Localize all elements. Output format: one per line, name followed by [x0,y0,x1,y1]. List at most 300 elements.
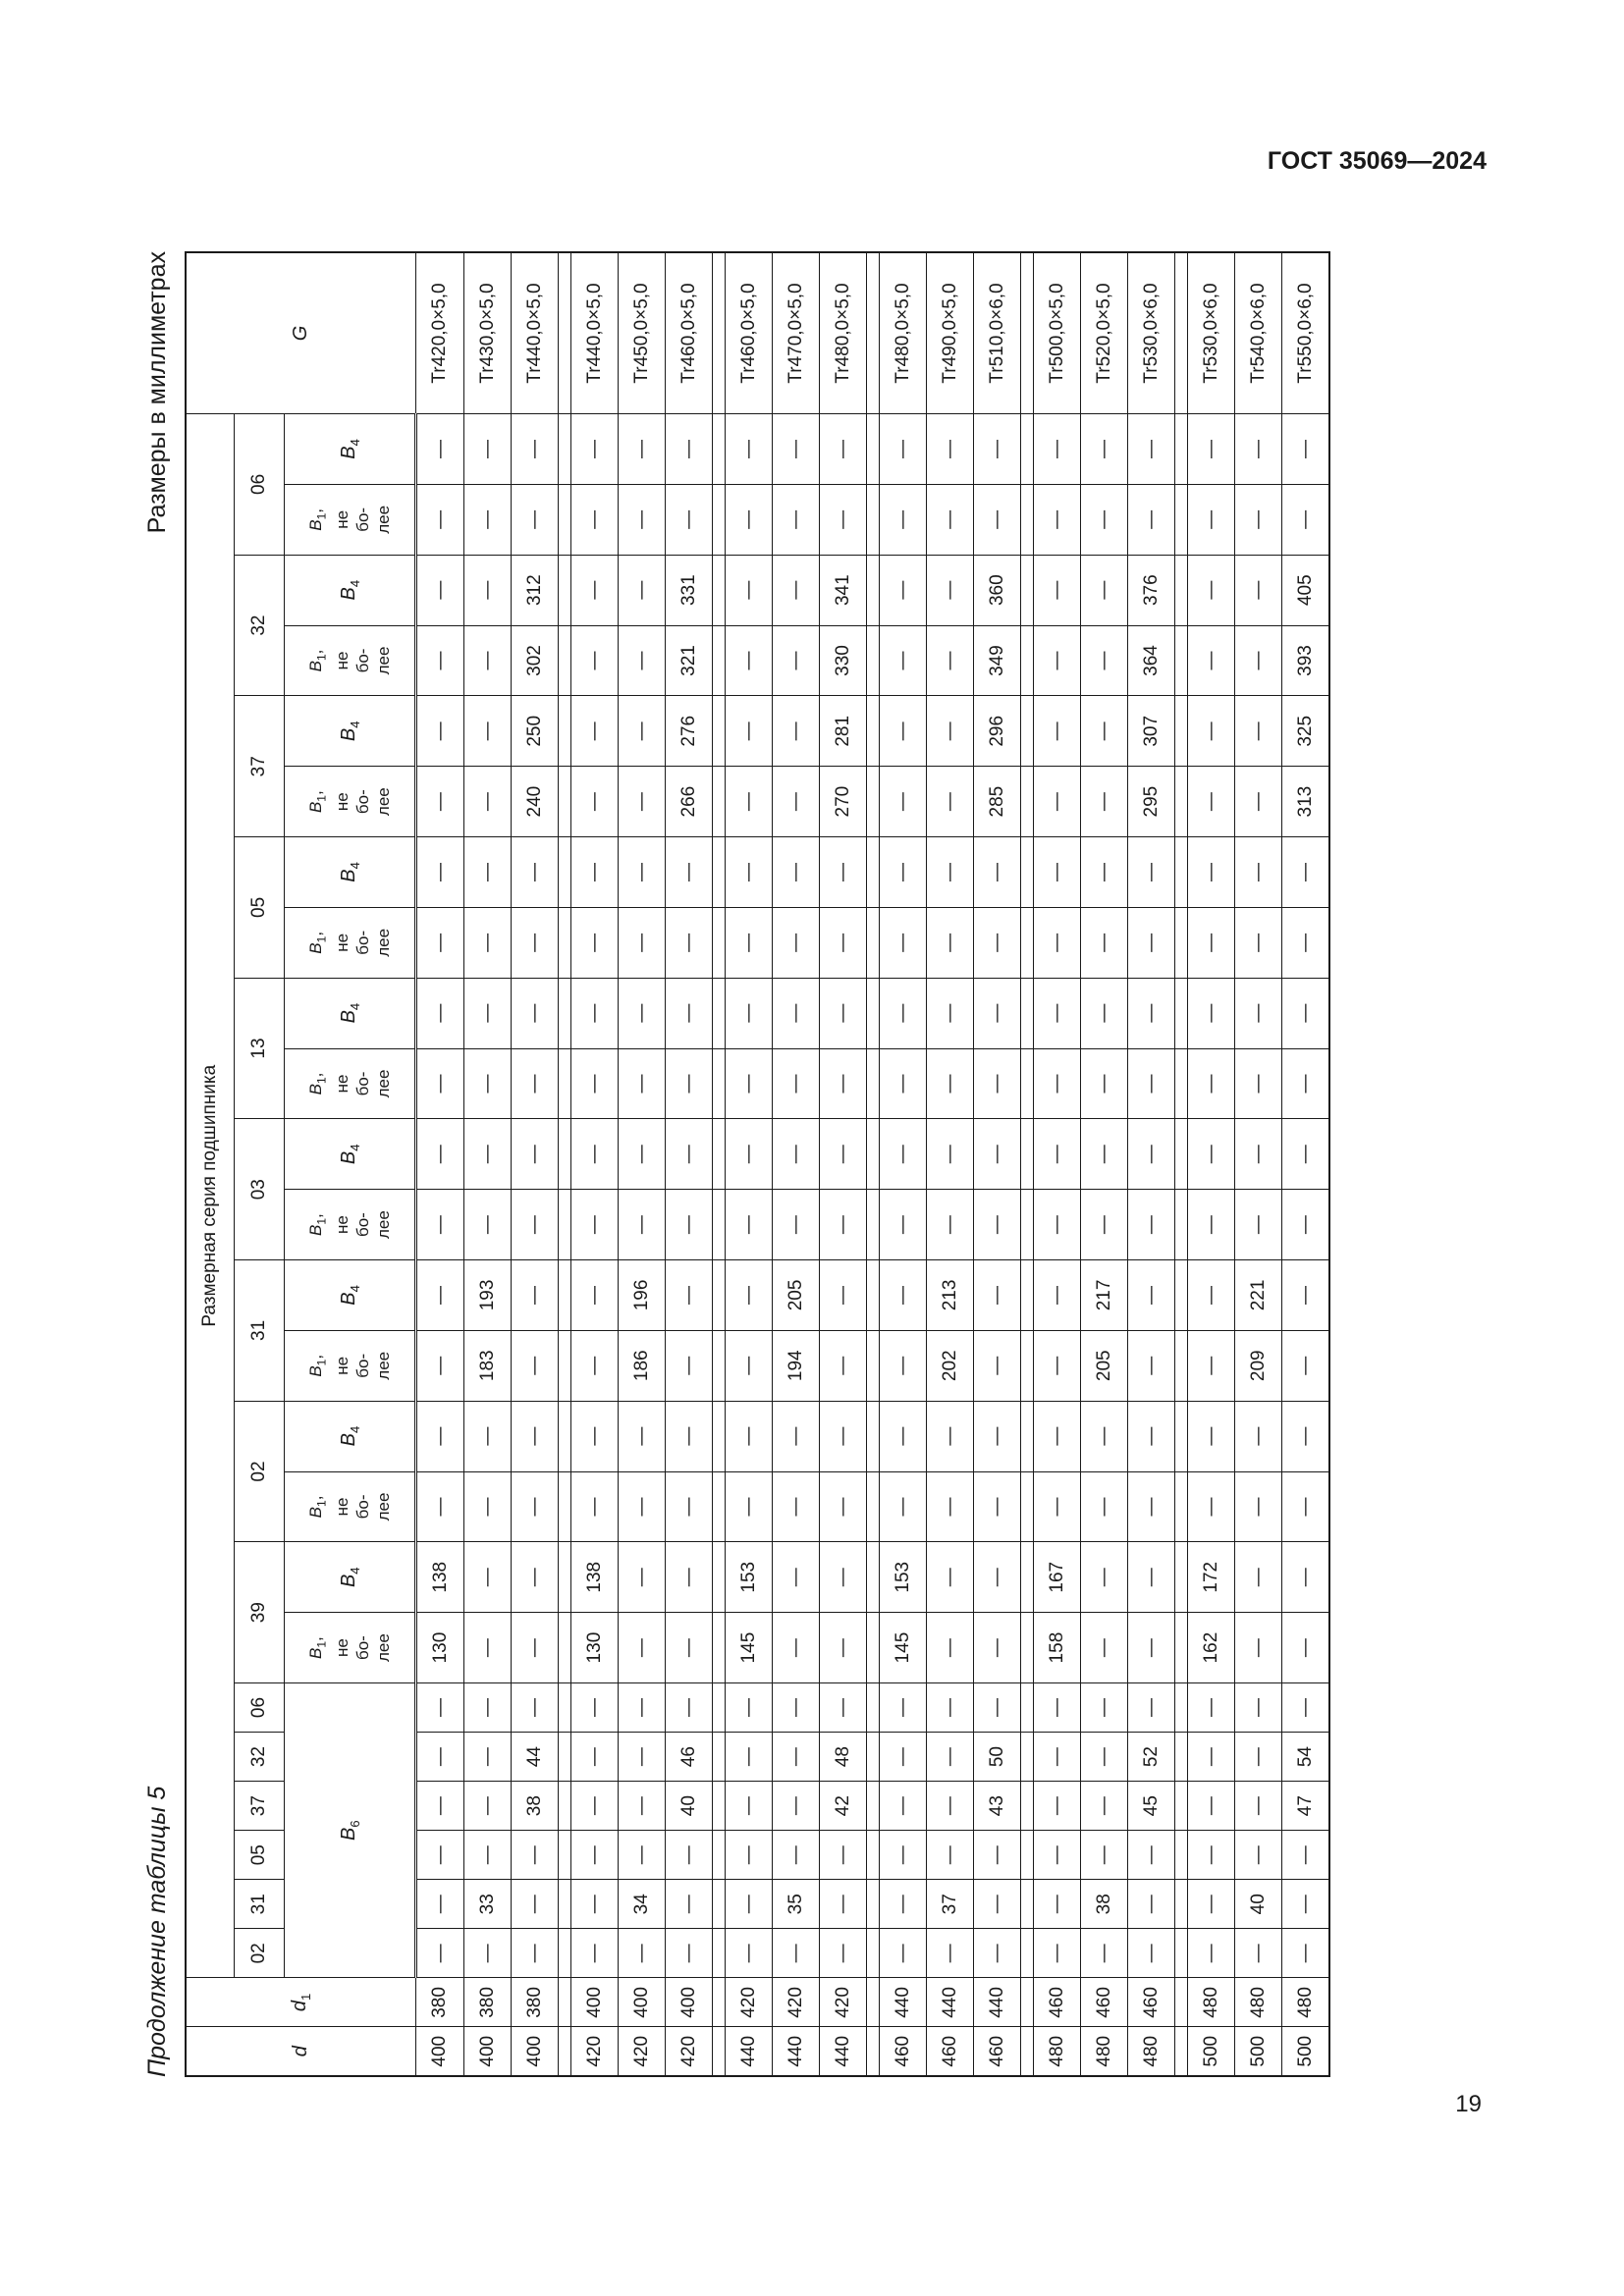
cell-d1: 480 [1235,1978,1282,2027]
spacer-cell [1175,837,1188,908]
spacer-cell [559,1471,571,1542]
cell-b4: — [773,555,820,625]
cell-b1: — [1188,907,1235,978]
spacer-cell [559,1119,571,1190]
cell-b4: — [974,978,1021,1048]
spacer-cell [1021,907,1034,978]
cell-b1: — [1128,1471,1175,1542]
cell-b6: — [1188,1831,1235,1880]
cell-thread-g: Tr460,0×5,0 [726,252,773,414]
spacer-cell [559,1929,571,1978]
cell-thread-g: Tr530,0×6,0 [1128,252,1175,414]
cell-b4: — [416,1401,464,1471]
cell-b6: — [1235,1929,1282,1978]
b6-series-label: 06 [235,1683,285,1733]
cell-b6: — [1034,1880,1081,1929]
cell-b1: — [726,1471,773,1542]
header-b1-max: $B_1$, не бо- лее [285,1048,416,1119]
cell-b1: — [880,907,927,978]
group-spacer [1175,252,1188,2076]
spacer-cell [1175,1683,1188,1733]
cell-b1: — [1128,1330,1175,1401]
cell-b1: — [974,1613,1021,1683]
cell-b6: — [726,1683,773,1733]
spacer-cell [867,1733,880,1782]
cell-b4: — [1081,1542,1128,1613]
cell-b4: — [726,555,773,625]
cell-b1: 202 [927,1330,974,1401]
cell-b4: 276 [666,696,713,767]
cell-b6: — [820,1880,867,1929]
cell-b6: — [1282,1683,1330,1733]
cell-b6: — [571,1782,619,1831]
spacer-cell [713,1048,726,1119]
cell-b1: — [1235,1613,1282,1683]
cell-b1: 266 [666,767,713,837]
cell-b4: — [1128,837,1175,908]
cell-b1: — [571,1190,619,1260]
spacer-cell [1021,252,1034,414]
cell-b6: 44 [512,1733,559,1782]
spacer-cell [1021,555,1034,625]
cell-b1: — [464,1048,512,1119]
spacer-cell [1175,1613,1188,1683]
cell-b6: — [416,1880,464,1929]
spacer-cell [559,978,571,1048]
cell-b4: 221 [1235,1260,1282,1331]
cell-b6: — [416,1782,464,1831]
cell-b4: — [927,414,974,485]
cell-b1: — [512,1613,559,1683]
header-b1-max: $B_1$, не бо- лее [285,767,416,837]
cell-thread-g: Tr440,0×5,0 [571,252,619,414]
cell-b4: — [927,1401,974,1471]
header-b1-max: $B_1$, не бо- лее [285,625,416,696]
cell-b1: — [1081,907,1128,978]
cell-thread-g: Tr540,0×6,0 [1235,252,1282,414]
spacer-cell [1021,1471,1034,1542]
cell-b6: — [1282,1831,1330,1880]
cell-thread-g: Tr440,0×5,0 [512,252,559,414]
cell-b1: — [1188,1330,1235,1401]
table-row [464,252,512,2076]
cell-b1: — [619,767,666,837]
cell-b4: — [619,696,666,767]
cell-b1: — [880,1330,927,1401]
spacer-cell [1021,837,1034,908]
cell-d1: 420 [726,1978,773,2027]
cell-b1: — [773,484,820,555]
b6-series-label: 37 [235,1782,285,1831]
cell-b4: 376 [1128,555,1175,625]
spacer-cell [1021,767,1034,837]
cell-b4: — [571,978,619,1048]
spacer-cell [867,837,880,908]
cell-b6: — [1128,1683,1175,1733]
cell-b6: — [1235,1782,1282,1831]
cell-b4: — [880,696,927,767]
spacer-cell [867,1260,880,1331]
spacer-cell [1175,252,1188,414]
cell-b6: — [726,1880,773,1929]
spacer-cell [867,1471,880,1542]
spacer-cell [1175,1978,1188,2027]
cell-b4: — [512,414,559,485]
cell-b1: — [974,907,1021,978]
group-spacer [867,252,880,2076]
cell-b4: — [880,555,927,625]
cell-b1: — [666,1048,713,1119]
cell-b1: — [820,907,867,978]
cell-b4: 217 [1081,1260,1128,1331]
cell-thread-g: Tr500,0×5,0 [1034,252,1081,414]
cell-b4: — [1081,978,1128,1048]
cell-b1: — [880,625,927,696]
header-b6: $B_6$ [285,1683,416,1978]
cell-b6: — [571,1831,619,1880]
spacer-cell [1175,1782,1188,1831]
spacer-cell [1021,1978,1034,2027]
cell-b1: 145 [726,1613,773,1683]
cell-b4: — [416,696,464,767]
cell-b6: 34 [619,1880,666,1929]
cell-b6: — [974,1831,1021,1880]
cell-b1: — [726,1190,773,1260]
cell-b1: — [1282,1048,1330,1119]
cell-b1: — [974,1330,1021,1401]
cell-b1: 162 [1188,1613,1235,1683]
cell-d: 420 [619,2027,666,2076]
spacer-cell [559,625,571,696]
cell-b6: 35 [773,1880,820,1929]
cell-b4: — [1128,978,1175,1048]
cell-b1: — [880,484,927,555]
cell-b4: — [1235,696,1282,767]
cell-b1: 186 [619,1330,666,1401]
table-row [1128,252,1175,2076]
spacer-cell [867,555,880,625]
spacer-cell [713,1542,726,1613]
cell-b6: — [619,1683,666,1733]
cell-thread-g: Tr420,0×5,0 [416,252,464,414]
cell-b1: 240 [512,767,559,837]
cell-b1: — [512,1330,559,1401]
cell-b1: — [1034,625,1081,696]
spacer-cell [867,1929,880,1978]
header-d: d [186,2027,416,2076]
spacer-cell [559,555,571,625]
cell-b1: — [1034,767,1081,837]
cell-b6: — [666,1683,713,1733]
spacer-cell [713,1978,726,2027]
cell-b6: — [1235,1831,1282,1880]
header-b4: $B_4$ [285,1401,416,1471]
cell-b1: — [1128,484,1175,555]
spacer-cell [713,1929,726,1978]
cell-b6: — [416,1929,464,1978]
spacer-cell [559,1978,571,2027]
cell-b4: 205 [773,1260,820,1331]
cell-b4: — [1282,414,1330,485]
cell-b6: 47 [1282,1782,1330,1831]
cell-b4: — [1081,837,1128,908]
cell-b4: 331 [666,555,713,625]
cell-b4: — [464,414,512,485]
header-b1-max: $B_1$, не бо- лее [285,1471,416,1542]
spacer-cell [713,767,726,837]
cell-b4: — [666,837,713,908]
header-series: Размерная серия подшипника [186,414,235,1978]
cell-b6: — [1034,1733,1081,1782]
cell-b1: — [1034,1190,1081,1260]
cell-b1: — [619,1190,666,1260]
cell-b6: — [571,1733,619,1782]
spacer-cell [1021,2027,1034,2076]
cell-b4: — [880,1119,927,1190]
cell-b1: — [820,1471,867,1542]
cell-b6: — [1282,1880,1330,1929]
cell-b6: 38 [512,1782,559,1831]
table-row [416,252,464,2076]
spacer-cell [559,1831,571,1880]
cell-b6: — [927,1831,974,1880]
cell-b4: — [1128,1260,1175,1331]
cell-b1: — [571,907,619,978]
cell-b1: — [726,484,773,555]
spacer-cell [1021,696,1034,767]
cell-b6: — [773,1683,820,1733]
cell-b1: — [1128,1048,1175,1119]
cell-b1: — [820,1613,867,1683]
spacer-cell [713,1260,726,1331]
cell-b1: — [571,484,619,555]
cell-b4: — [512,1542,559,1613]
cell-d1: 380 [416,1978,464,2027]
spacer-cell [713,1471,726,1542]
spacer-cell [1021,1782,1034,1831]
cell-b6: 54 [1282,1733,1330,1782]
spacer-cell [1175,1190,1188,1260]
cell-b4: — [1282,1260,1330,1331]
cell-b4: — [880,1401,927,1471]
cell-b6: — [773,1929,820,1978]
cell-b4: — [416,837,464,908]
header-b1-max: $B_1$, не бо- лее [285,1613,416,1683]
cell-b1: — [773,907,820,978]
cell-b1: — [619,1048,666,1119]
spacer-cell [1175,767,1188,837]
cell-b4: — [773,1119,820,1190]
cell-b6: 37 [927,1880,974,1929]
cell-b4: — [1235,1119,1282,1190]
spacer-cell [1021,1733,1034,1782]
spacer-cell [867,1048,880,1119]
cell-b1: — [666,1613,713,1683]
cell-b6: — [927,1929,974,1978]
cell-b4: — [974,1542,1021,1613]
spacer-cell [559,2027,571,2076]
cell-b4: — [820,1119,867,1190]
cell-b4: — [1081,414,1128,485]
cell-b4: 213 [927,1260,974,1331]
cell-b6: 38 [1081,1880,1128,1929]
cell-b6: — [464,1683,512,1733]
cell-b4: — [512,1119,559,1190]
spacer-cell [1175,1260,1188,1331]
cell-b1: — [571,767,619,837]
cell-b1: 270 [820,767,867,837]
cell-b4: 325 [1282,696,1330,767]
spacer-cell [1021,1542,1034,1613]
cell-b1: — [1034,484,1081,555]
b6-series-label: 31 [235,1880,285,1929]
cell-b1: — [1128,1613,1175,1683]
header-b4: $B_4$ [285,414,416,485]
cell-b6: — [1188,1929,1235,1978]
spacer-cell [867,767,880,837]
cell-b1: 194 [773,1330,820,1401]
cell-b1: 393 [1282,625,1330,696]
cell-b4: — [666,414,713,485]
header-b4: $B_4$ [285,1119,416,1190]
cell-b4: — [619,414,666,485]
spacer-cell [1021,1831,1034,1880]
cell-b4: — [666,978,713,1048]
table-row [820,252,867,2076]
cell-b4: — [571,1401,619,1471]
cell-b1: — [927,767,974,837]
cell-b4: — [619,555,666,625]
cell-d1: 480 [1282,1978,1330,2027]
cell-b6: — [666,1929,713,1978]
b6-series-label: 32 [235,1733,285,1782]
cell-b4: — [1282,1119,1330,1190]
cell-b6: — [927,1782,974,1831]
spacer-cell [1021,1613,1034,1683]
cell-b4: — [927,1119,974,1190]
cell-b6: — [1081,1782,1128,1831]
cell-b1: — [773,1048,820,1119]
cell-b4: — [619,1542,666,1613]
table-row [512,252,559,2076]
cell-b6: 50 [974,1733,1021,1782]
spacer-cell [713,1831,726,1880]
spacer-cell [1175,1471,1188,1542]
cell-b6: — [1235,1733,1282,1782]
cell-b1: — [974,1190,1021,1260]
cell-b4: — [927,555,974,625]
cell-b1: — [416,1471,464,1542]
cell-b1: 209 [1235,1330,1282,1401]
spacer-cell [559,837,571,908]
cell-d: 460 [880,2027,927,2076]
cell-b4: — [1081,1401,1128,1471]
header-g: G [186,252,416,414]
cell-b4: — [820,1542,867,1613]
cell-b6: — [726,1831,773,1880]
spacer-cell [559,1880,571,1929]
cell-b4: 360 [974,555,1021,625]
cell-b6: — [1188,1733,1235,1782]
cell-b6: — [619,1733,666,1782]
cell-d: 460 [927,2027,974,2076]
table-row [1081,252,1128,2076]
cell-b6: — [666,1831,713,1880]
spacer-cell [1021,978,1034,1048]
cell-b4: — [666,1119,713,1190]
cell-b1: 364 [1128,625,1175,696]
cell-d1: 460 [1081,1978,1128,2027]
cell-b4: — [1128,1401,1175,1471]
cell-b6: — [571,1880,619,1929]
cell-d1: 420 [820,1978,867,2027]
cell-b1: — [773,1613,820,1683]
cell-b4: — [619,837,666,908]
spacer-cell [1175,625,1188,696]
cell-b1: — [666,1190,713,1260]
cell-b4: — [726,978,773,1048]
cell-thread-g: Tr430,0×5,0 [464,252,512,414]
cell-b6: — [974,1929,1021,1978]
cell-b1: — [666,1471,713,1542]
cell-b1: — [1081,625,1128,696]
spacer-cell [1021,1401,1034,1471]
spacer-cell [867,978,880,1048]
spacer-cell [559,1190,571,1260]
cell-d1: 400 [619,1978,666,2027]
cell-b1: — [464,1471,512,1542]
cell-b1: — [927,907,974,978]
cell-b1: 302 [512,625,559,696]
pair-series-label: 03 [235,1119,285,1260]
cell-b1: — [1282,907,1330,978]
cell-b4: 341 [820,555,867,625]
cell-b4: — [1282,1401,1330,1471]
cell-b1: — [820,484,867,555]
cell-b6: — [880,1880,927,1929]
cell-b1: — [416,767,464,837]
cell-b6: — [619,1782,666,1831]
spacer-cell [713,1880,726,1929]
pair-series-label: 06 [235,414,285,556]
cell-b1: — [464,484,512,555]
cell-b6: — [1188,1683,1235,1733]
cell-thread-g: Tr480,0×5,0 [880,252,927,414]
cell-b1: — [464,1190,512,1260]
pair-series-label: 37 [235,696,285,837]
spacer-cell [867,1119,880,1190]
cell-b4: — [1235,414,1282,485]
cell-b4: — [1188,837,1235,908]
cell-b1: — [619,625,666,696]
bearing-dimensions-table [185,251,1330,2077]
cell-b1: — [464,1613,512,1683]
spacer-cell [559,1542,571,1613]
cell-b6: — [1034,1683,1081,1733]
cell-b4: — [1034,696,1081,767]
cell-b1: — [1235,1048,1282,1119]
cell-thread-g: Tr530,0×6,0 [1188,252,1235,414]
cell-b6: 48 [820,1733,867,1782]
cell-b4: — [512,978,559,1048]
spacer-cell [713,1401,726,1471]
spacer-cell [867,1613,880,1683]
cell-b6: — [726,1782,773,1831]
cell-d: 400 [512,2027,559,2076]
table-row [1235,252,1282,2076]
cell-b4: — [773,837,820,908]
cell-b4: — [1235,978,1282,1048]
